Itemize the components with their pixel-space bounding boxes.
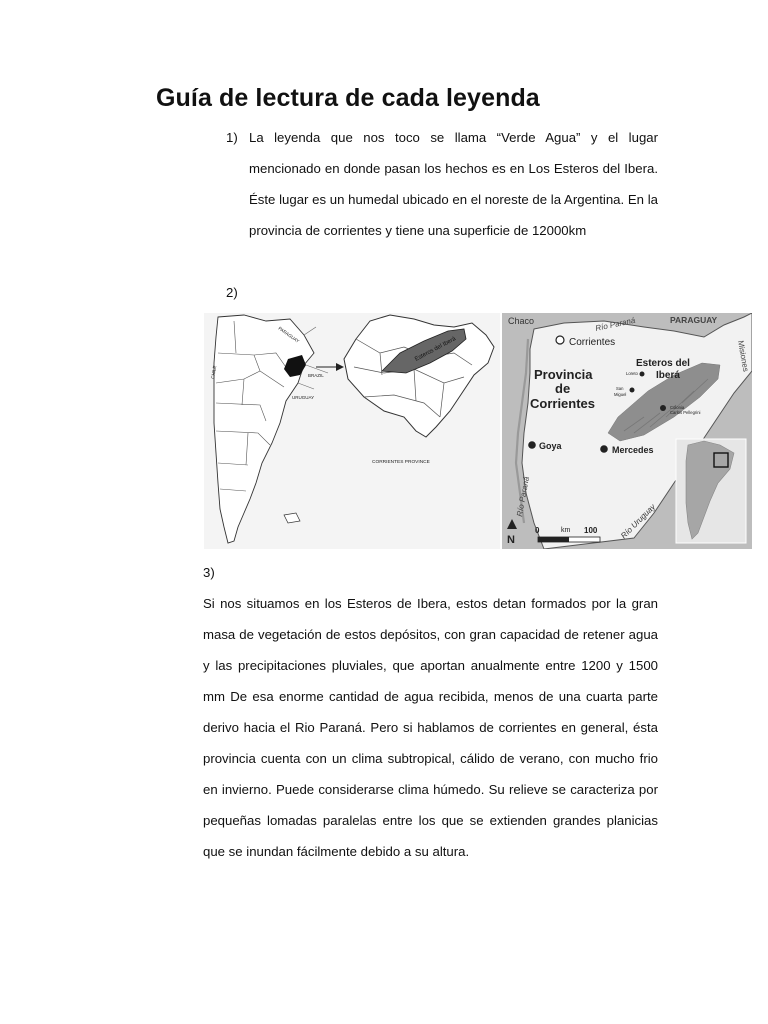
map-label-misiones: Misiones — [736, 339, 751, 373]
map-label-uruguay: URUGUAY — [292, 395, 315, 400]
map-label-rio-parana-top: Río Paraná — [594, 315, 637, 333]
map-label-provincia-3: Corrientes — [530, 396, 596, 411]
map-label-esteros-1: Esteros del — [636, 358, 690, 369]
list-item-text: La leyenda que nos toco se llama “Verde Agua” y el lugar mencionado en donde pasan los hechos es en Los Esteros del Ibera. Éste lugar es un humedal ubicado en el noreste de la Argentina. En la provincia de corrientes y tiene una superficie de 12000km — [249, 130, 658, 238]
map-label-paraguay: PARAGUAY — [277, 325, 301, 344]
list-item-1 — [226, 122, 658, 246]
map-figure — [204, 313, 752, 549]
map-label-provincia-1: Provincia — [534, 367, 593, 382]
map-label-loreto: Loreto — [626, 371, 638, 376]
page-title: Guía de lectura de cada leyenda — [156, 84, 540, 112]
star-icon — [556, 336, 564, 344]
map-label-brazil: BRAZIL — [308, 373, 324, 378]
map-label-paraguay-right: PARAGUAY — [670, 315, 718, 325]
map-label-rio-parana-left: Río Paraná — [515, 475, 531, 518]
map-label-chaco: Chaco — [508, 316, 535, 326]
argentina-map — [204, 313, 500, 549]
map-label-province: CORRIENTES PROVINCE — [372, 460, 430, 465]
map-label-colonia-1: Colonia — [670, 405, 685, 410]
map-label-rio-uruguay: Río Uruguay — [619, 502, 658, 541]
body-paragraph: Si nos situamos en los Esteros de Ibera, estos detan formados por la gran masa de vegetación de estos depósitos, con gran capacidad de retener agua y las precipitaciones pluviales, que aportan anualmente entre 1200 y 1500 mm De esa enorme cantidad de agua recibida, menos de una cuarta parte derivo hacia el Rio Paraná. Pero si hablamos de corrientes en general, ésta provincia cuenta con un clima subtropical, cálido de verano, con mucho frio en invierno. Puede considerarse clima húmedo. Su relieve se caracteriza por pequeñas lomadas paralelas entre los que se extienden grandes planicias que se inundan fácilmente debido a su altura. — [203, 596, 658, 859]
list-number: 3) — [203, 565, 215, 580]
map-label-colonia-2: Carlos Pellegrini — [670, 410, 701, 415]
map-label-provincia-2: de — [555, 381, 571, 396]
map-label-san-miguel-2: Miguel — [614, 392, 627, 397]
list-number: 2) — [226, 285, 238, 300]
map-label-corrientes-city: Corrientes — [569, 337, 616, 348]
map-label-mercedes: Mercedes — [612, 445, 654, 455]
list-number: 1) — [226, 130, 238, 145]
scale-unit: km — [561, 527, 571, 534]
map-label-esteros-2: Iberá — [656, 370, 680, 381]
map-label-esteros: Esteros del Iberá — [414, 336, 457, 363]
north-label: N — [507, 534, 515, 546]
scale-max: 100 — [584, 526, 598, 535]
map-label-goya: Goya — [539, 441, 562, 451]
map-label-san-miguel-1: San — [616, 386, 624, 391]
map-label-chile: CHILE — [210, 365, 218, 380]
scale-zero: 0 — [535, 526, 540, 535]
corrientes-map — [502, 313, 752, 549]
